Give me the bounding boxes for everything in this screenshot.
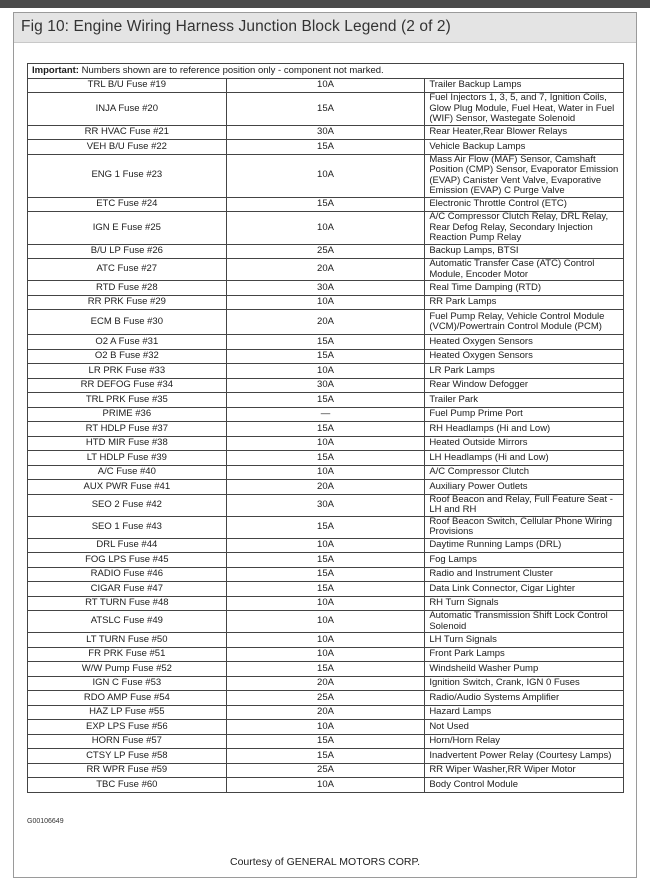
fuse-name-cell: LT HDLP Fuse #39 <box>28 451 227 466</box>
amperage-cell: 20A <box>226 676 425 691</box>
circuit-description-cell: Rear Heater,Rear Blower Relays <box>425 125 624 140</box>
amperage-cell: 30A <box>226 281 425 296</box>
fuse-name-cell: IGN E Fuse #25 <box>28 212 227 245</box>
fuse-name-cell: HORN Fuse #57 <box>28 734 227 749</box>
circuit-description-cell: Heated Outside Mirrors <box>425 436 624 451</box>
circuit-description-cell: Inadvertent Power Relay (Courtesy Lamps) <box>425 749 624 764</box>
table-row <box>28 538 624 553</box>
circuit-description-cell: Fuel Pump Relay, Vehicle Control Module (VCM)/Powertrain Control Module (PCM) <box>425 310 624 335</box>
fuse-name-cell: HTD MIR Fuse #38 <box>28 436 227 451</box>
table-row <box>28 212 624 245</box>
circuit-description-cell: A/C Compressor Clutch <box>425 465 624 480</box>
circuit-description-cell: Roof Beacon and Relay, Full Feature Seat - LH and RH <box>425 494 624 516</box>
circuit-description-cell: Automatic Transfer Case (ATC) Control Module, Encoder Motor <box>425 259 624 281</box>
table-row <box>28 140 624 155</box>
table-row <box>28 705 624 720</box>
table-row <box>28 310 624 335</box>
fuse-name-cell: CTSY LP Fuse #58 <box>28 749 227 764</box>
circuit-description-cell: A/C Compressor Clutch Relay, DRL Relay, Rear Defog Relay, Secondary Injection Reaction Pump Relay <box>425 212 624 245</box>
table-row <box>28 691 624 706</box>
table-row <box>28 378 624 393</box>
circuit-description-cell: Auxiliary Power Outlets <box>425 480 624 495</box>
circuit-description-cell: Automatic Transmission Shift Lock Control Solenoid <box>425 611 624 633</box>
circuit-description-cell: Body Control Module <box>425 778 624 793</box>
amperage-cell: 15A <box>226 749 425 764</box>
amperage-cell: 10A <box>226 596 425 611</box>
fuse-name-cell: B/U LP Fuse #26 <box>28 244 227 259</box>
amperage-cell: 15A <box>226 734 425 749</box>
circuit-description-cell: Not Used <box>425 720 624 735</box>
amperage-cell: 10A <box>226 538 425 553</box>
circuit-description-cell: Daytime Running Lamps (DRL) <box>425 538 624 553</box>
amperage-cell: 10A <box>226 436 425 451</box>
amperage-cell: 10A <box>226 295 425 310</box>
circuit-description-cell: Real Time Damping (RTD) <box>425 281 624 296</box>
fuse-name-cell: CIGAR Fuse #47 <box>28 582 227 597</box>
amperage-cell: 30A <box>226 494 425 516</box>
fuse-name-cell: RR WPR Fuse #59 <box>28 763 227 778</box>
table-row <box>28 516 624 538</box>
circuit-description-cell: Roof Beacon Switch, Cellular Phone Wiring Provisions <box>425 516 624 538</box>
circuit-description-cell: Heated Oxygen Sensors <box>425 335 624 350</box>
top-bar <box>0 0 650 8</box>
table-row <box>28 244 624 259</box>
table-row <box>28 553 624 568</box>
fuse-name-cell: HAZ LP Fuse #55 <box>28 705 227 720</box>
table-row <box>28 436 624 451</box>
table-row <box>28 778 624 793</box>
circuit-description-cell: Ignition Switch, Crank, IGN 0 Fuses <box>425 676 624 691</box>
table-row <box>28 93 624 126</box>
fuse-name-cell: RR DEFOG Fuse #34 <box>28 378 227 393</box>
fuse-name-cell: RADIO Fuse #46 <box>28 567 227 582</box>
fuse-name-cell: TRL B/U Fuse #19 <box>28 78 227 93</box>
circuit-description-cell: RH Headlamps (Hi and Low) <box>425 422 624 437</box>
amperage-cell: 15A <box>226 516 425 538</box>
amperage-cell: 15A <box>226 451 425 466</box>
amperage-cell: 25A <box>226 763 425 778</box>
fuse-name-cell: PRIME #36 <box>28 407 227 422</box>
amperage-cell: 15A <box>226 197 425 212</box>
amperage-cell: 15A <box>226 422 425 437</box>
amperage-cell: 20A <box>226 705 425 720</box>
circuit-description-cell: LH Turn Signals <box>425 633 624 648</box>
amperage-cell: 10A <box>226 154 425 197</box>
circuit-description-cell: Trailer Park <box>425 393 624 408</box>
amperage-cell: 30A <box>226 378 425 393</box>
figure-code: G00106649 <box>27 818 64 825</box>
fuse-name-cell: RR HVAC Fuse #21 <box>28 125 227 140</box>
table-row <box>28 295 624 310</box>
figure-title: Fig 10: Engine Wiring Harness Junction Block Legend (2 of 2) <box>21 18 451 35</box>
amperage-cell: 10A <box>226 778 425 793</box>
circuit-description-cell: Fog Lamps <box>425 553 624 568</box>
table-row <box>28 78 624 93</box>
amperage-cell: 15A <box>226 140 425 155</box>
table-row <box>28 720 624 735</box>
amperage-cell: 15A <box>226 553 425 568</box>
amperage-cell: 15A <box>226 582 425 597</box>
courtesy-credit: Courtesy of GENERAL MOTORS CORP. <box>229 856 421 868</box>
circuit-description-cell: RR Park Lamps <box>425 295 624 310</box>
circuit-description-cell: LR Park Lamps <box>425 364 624 379</box>
circuit-description-cell: Radio/Audio Systems Amplifier <box>425 691 624 706</box>
amperage-cell: 10A <box>226 364 425 379</box>
important-note-cell <box>28 64 624 79</box>
important-label: Important: <box>32 64 79 76</box>
table-row <box>28 611 624 633</box>
table-row <box>28 567 624 582</box>
title-bar <box>14 13 636 43</box>
important-note: Numbers shown are to reference position only - component not marked. <box>81 64 384 76</box>
fuse-name-cell: RT HDLP Fuse #37 <box>28 422 227 437</box>
fuse-name-cell: LR PRK Fuse #33 <box>28 364 227 379</box>
amperage-cell: 10A <box>226 647 425 662</box>
amperage-cell: 10A <box>226 465 425 480</box>
fuse-name-cell: RR PRK Fuse #29 <box>28 295 227 310</box>
table-row <box>28 494 624 516</box>
amperage-cell: 10A <box>226 78 425 93</box>
circuit-description-cell: Vehicle Backup Lamps <box>425 140 624 155</box>
table-row <box>28 662 624 677</box>
circuit-description-cell: RR Wiper Washer,RR Wiper Motor <box>425 763 624 778</box>
table-row <box>28 763 624 778</box>
fuse-name-cell: SEO 2 Fuse #42 <box>28 494 227 516</box>
important-note-row <box>28 64 624 79</box>
amperage-cell: 15A <box>226 393 425 408</box>
table-row <box>28 281 624 296</box>
fuse-name-cell: FOG LPS Fuse #45 <box>28 553 227 568</box>
amperage-cell: 15A <box>226 93 425 126</box>
circuit-description-cell: Electronic Throttle Control (ETC) <box>425 197 624 212</box>
fuse-name-cell: ECM B Fuse #30 <box>28 310 227 335</box>
fuse-name-cell: ENG 1 Fuse #23 <box>28 154 227 197</box>
circuit-description-cell: Heated Oxygen Sensors <box>425 349 624 364</box>
circuit-description-cell: Windsheild Washer Pump <box>425 662 624 677</box>
amperage-cell: 20A <box>226 259 425 281</box>
fuse-name-cell: TBC Fuse #60 <box>28 778 227 793</box>
amperage-cell: 15A <box>226 567 425 582</box>
fuse-name-cell: SEO 1 Fuse #43 <box>28 516 227 538</box>
fuse-name-cell: ETC Fuse #24 <box>28 197 227 212</box>
amperage-cell: 15A <box>226 335 425 350</box>
table-row <box>28 647 624 662</box>
table-row <box>28 197 624 212</box>
fuse-name-cell: FR PRK Fuse #51 <box>28 647 227 662</box>
fuse-name-cell: O2 B Fuse #32 <box>28 349 227 364</box>
fuse-name-cell: W/W Pump Fuse #52 <box>28 662 227 677</box>
amperage-cell: 10A <box>226 720 425 735</box>
circuit-description-cell: Fuel Pump Prime Port <box>425 407 624 422</box>
fuse-name-cell: DRL Fuse #44 <box>28 538 227 553</box>
table-row <box>28 749 624 764</box>
fuse-name-cell: TRL PRK Fuse #35 <box>28 393 227 408</box>
circuit-description-cell: Trailer Backup Lamps <box>425 78 624 93</box>
table-row <box>28 480 624 495</box>
table-row <box>28 422 624 437</box>
circuit-description-cell: Data Link Connector, Cigar Lighter <box>425 582 624 597</box>
circuit-description-cell: Front Park Lamps <box>425 647 624 662</box>
fuse-name-cell: ATSLC Fuse #49 <box>28 611 227 633</box>
table-row <box>28 407 624 422</box>
amperage-cell: 20A <box>226 480 425 495</box>
table-row <box>28 633 624 648</box>
fuse-name-cell: IGN C Fuse #53 <box>28 676 227 691</box>
table-row <box>28 259 624 281</box>
table-row <box>28 349 624 364</box>
table-row <box>28 596 624 611</box>
fuse-name-cell: A/C Fuse #40 <box>28 465 227 480</box>
fuse-name-cell: LT TURN Fuse #50 <box>28 633 227 648</box>
circuit-description-cell: Rear Window Defogger <box>425 378 624 393</box>
table-row <box>28 465 624 480</box>
circuit-description-cell: LH Headlamps (Hi and Low) <box>425 451 624 466</box>
fuse-name-cell: INJA Fuse #20 <box>28 93 227 126</box>
table-row <box>28 582 624 597</box>
amperage-cell: 15A <box>226 349 425 364</box>
circuit-description-cell: Hazard Lamps <box>425 705 624 720</box>
fuse-name-cell: RTD Fuse #28 <box>28 281 227 296</box>
circuit-description-cell: Mass Air Flow (MAF) Sensor, Camshaft Position (CMP) Sensor, Evaporator Emission (EVAP) Canister Vent Valve, Evaporative Emission (EVAP) C Purge Valve <box>425 154 624 197</box>
amperage-cell: 30A <box>226 125 425 140</box>
fuse-name-cell: VEH B/U Fuse #22 <box>28 140 227 155</box>
table-row <box>28 451 624 466</box>
table-row <box>28 335 624 350</box>
amperage-cell: 10A <box>226 611 425 633</box>
circuit-description-cell: Fuel Injectors 1, 3, 5, and 7, Ignition Coils, Glow Plug Module, Fuel Heat, Water in Fuel (WIF) Sensor, Wastegate Solenoid <box>425 93 624 126</box>
amperage-cell: 10A <box>226 212 425 245</box>
amperage-cell: 25A <box>226 691 425 706</box>
table-row <box>28 364 624 379</box>
table-row <box>28 676 624 691</box>
fuse-name-cell: EXP LPS Fuse #56 <box>28 720 227 735</box>
amperage-cell: 15A <box>226 662 425 677</box>
amperage-cell: 20A <box>226 310 425 335</box>
fuse-name-cell: AUX PWR Fuse #41 <box>28 480 227 495</box>
circuit-description-cell: Radio and Instrument Cluster <box>425 567 624 582</box>
table-row <box>28 734 624 749</box>
amperage-cell: — <box>226 407 425 422</box>
circuit-description-cell: RH Turn Signals <box>425 596 624 611</box>
circuit-description-cell: Horn/Horn Relay <box>425 734 624 749</box>
fuse-name-cell: ATC Fuse #27 <box>28 259 227 281</box>
fuse-name-cell: RDO AMP Fuse #54 <box>28 691 227 706</box>
table-row <box>28 154 624 197</box>
fuse-legend-table <box>27 63 624 793</box>
amperage-cell: 25A <box>226 244 425 259</box>
circuit-description-cell: Backup Lamps, BTSI <box>425 244 624 259</box>
table-row <box>28 125 624 140</box>
fuse-name-cell: RT TURN Fuse #48 <box>28 596 227 611</box>
fuse-name-cell: O2 A Fuse #31 <box>28 335 227 350</box>
amperage-cell: 10A <box>226 633 425 648</box>
table-row <box>28 393 624 408</box>
